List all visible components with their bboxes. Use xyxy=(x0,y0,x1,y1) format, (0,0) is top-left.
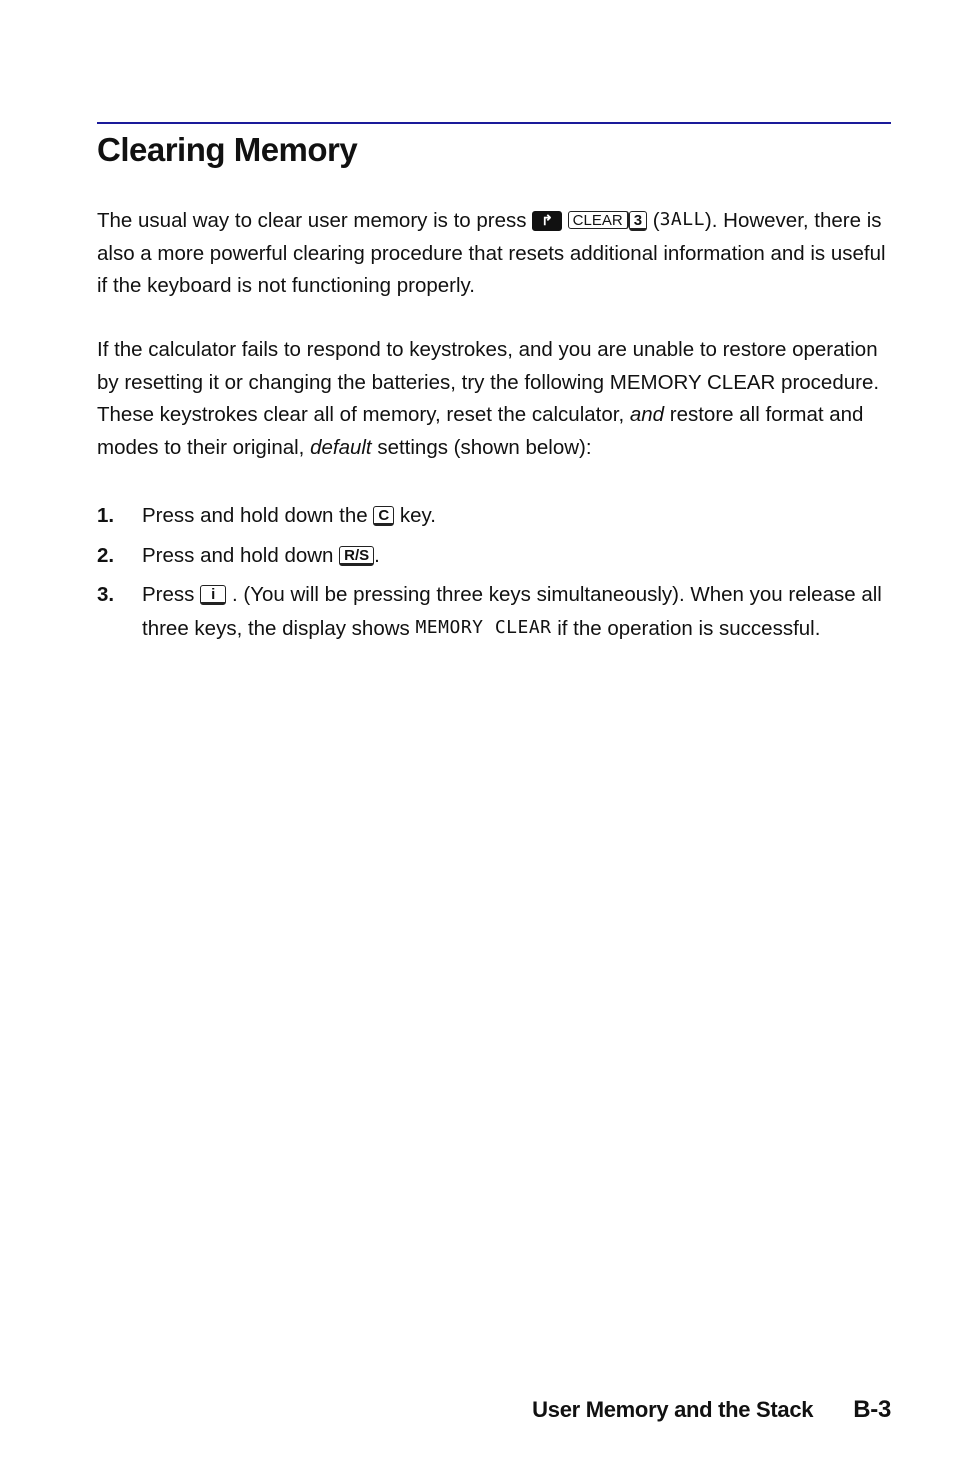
clear-key: CLEAR xyxy=(568,211,629,229)
page-title: Clearing Memory xyxy=(97,131,358,168)
steps-list xyxy=(97,500,897,652)
rs-key: R/S xyxy=(339,546,374,566)
lcd-memory-clear: MEMORY CLEAR xyxy=(415,616,552,638)
procedure-text-c: settings (shown below): xyxy=(371,435,592,459)
list-item xyxy=(97,540,897,573)
key-3: 3 xyxy=(629,211,647,231)
intro-paragraph xyxy=(97,204,897,303)
list-item xyxy=(97,500,897,533)
page-footer xyxy=(532,1396,891,1424)
intro-text-a: The usual way to clear user memory is to press xyxy=(97,209,533,232)
procedure-paragraph xyxy=(97,334,897,464)
lcd-3all: 3ALL xyxy=(659,209,705,230)
i-key: i xyxy=(200,585,226,605)
footer-section-title: User Memory and the Stack xyxy=(532,1397,814,1422)
procedure-text-b: restore all format and modes to their original, xyxy=(97,403,864,459)
heading-rule xyxy=(97,122,891,124)
procedure-text-a: If the calculator fails to respond to keystrokes, and you are unable to restore operation by resetting it or changing the batteries, try the following MEMORY CLEAR procedure. These keystrokes clear all of memory, reset the calculator, xyxy=(97,338,880,426)
emphasis-default: default xyxy=(310,435,372,459)
c-key: C xyxy=(373,506,394,526)
step-text: key. xyxy=(394,504,436,527)
emphasis-and: and xyxy=(629,403,665,426)
page-number: B-3 xyxy=(853,1396,891,1423)
step-text: Press and hold down xyxy=(142,543,340,567)
intro-open-paren: ( xyxy=(647,209,660,232)
right-shift-key: ↱ xyxy=(532,211,562,231)
step-number: 2. xyxy=(97,543,115,567)
step-text: . xyxy=(374,543,380,567)
step-text: . (You will be pressing three keys simultaneously). When you release all three keys, the display shows xyxy=(142,583,882,640)
step-number: 3. xyxy=(97,583,115,606)
step-text: Press and hold down the xyxy=(142,504,374,527)
list-item xyxy=(97,579,897,645)
step-text: Press xyxy=(142,583,201,606)
intro-text-b: ). However, there is also a more powerful clearing procedure that resets additional information and is useful if the keyboard is not functioning properly. xyxy=(97,209,886,297)
step-number: 1. xyxy=(97,504,115,527)
step-text: if the operation is successful. xyxy=(551,616,821,640)
